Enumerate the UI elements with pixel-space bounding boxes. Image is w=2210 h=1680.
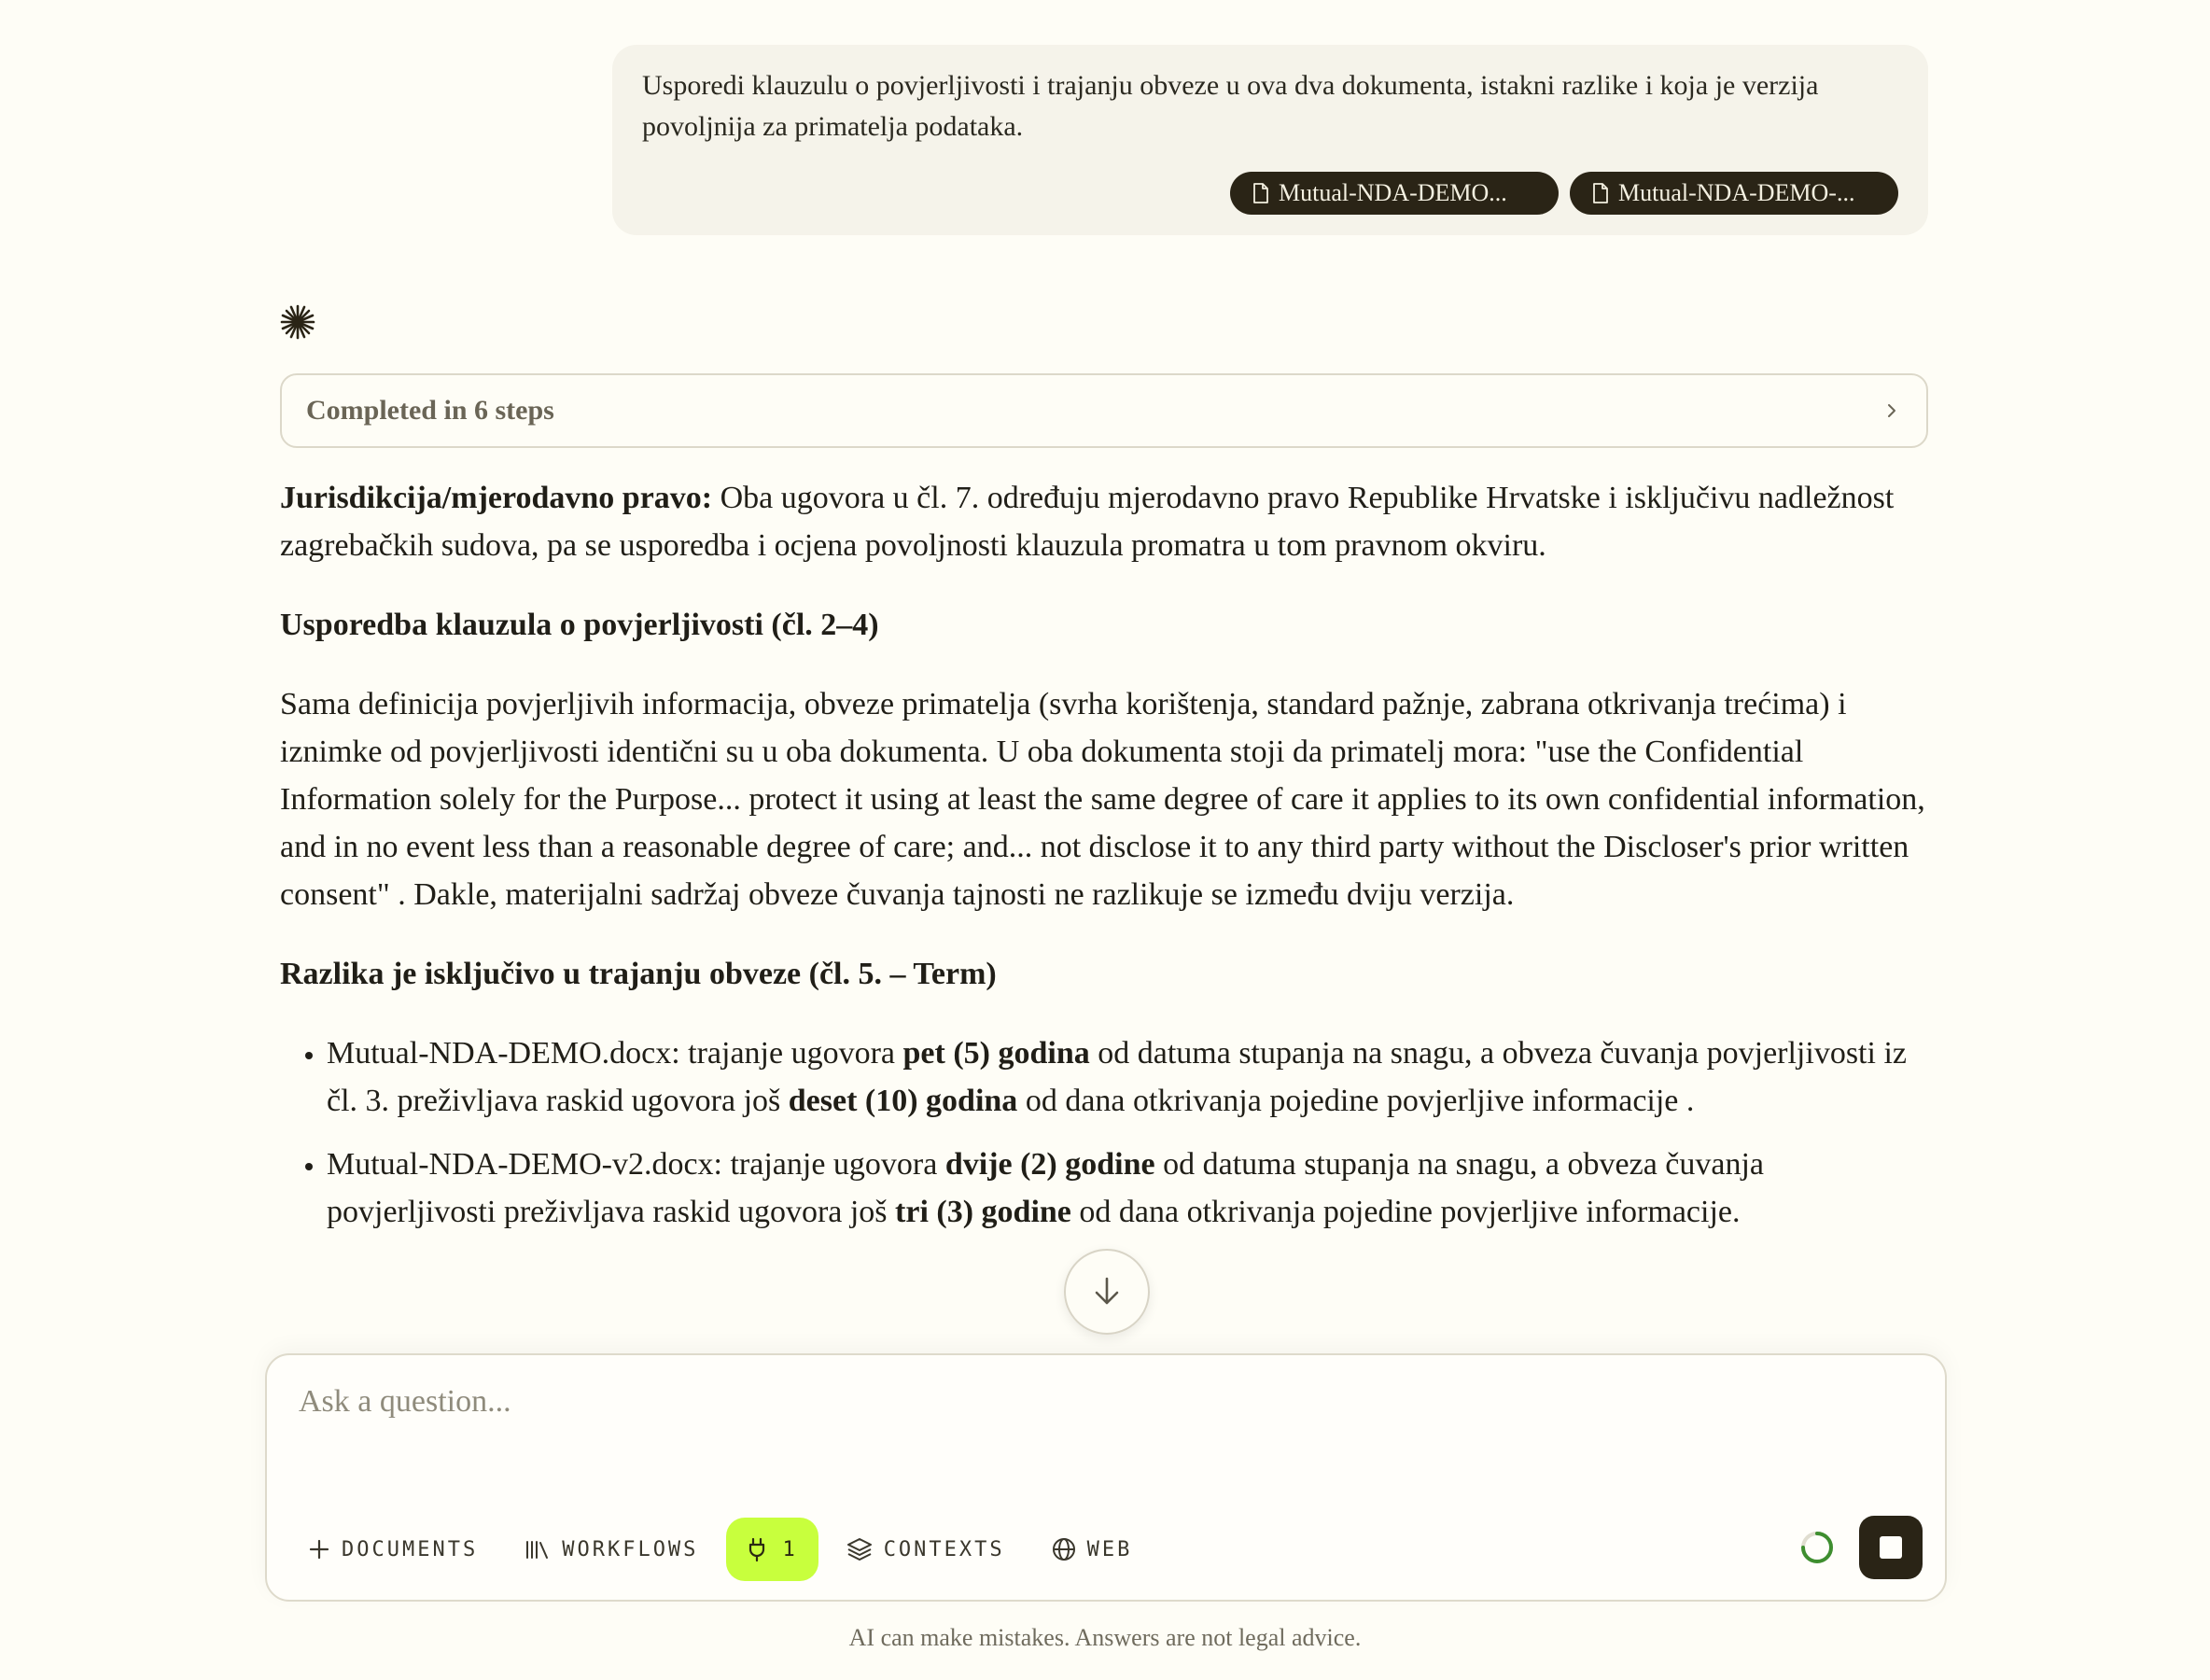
user-message xyxy=(612,45,1928,235)
bullet-text: Mutual-NDA-DEMO-v2.docx: trajanje ugovora xyxy=(327,1147,945,1182)
connectors-button[interactable] xyxy=(726,1518,818,1581)
loading-spinner-icon xyxy=(1799,1530,1835,1565)
web-label: WEB xyxy=(1086,1537,1133,1561)
bullet-bold: dvije (2) godine xyxy=(944,1147,1155,1182)
jurisdiction-label: Jurisdikcija/mjerodavno pravo: xyxy=(280,481,713,515)
contexts-button[interactable] xyxy=(828,1518,1024,1581)
list-item xyxy=(327,1141,1932,1236)
section-heading: Usporedba klauzula o povjerljivosti (čl. 2–4) xyxy=(280,608,879,642)
bullet-bold: pet (5) godina xyxy=(902,1036,1090,1071)
file-icon xyxy=(1252,183,1269,203)
file-icon xyxy=(1592,183,1609,203)
bullet-text: Mutual-NDA-DEMO.docx: trajanje ugovora xyxy=(327,1036,903,1071)
contexts-label: CONTEXTS xyxy=(883,1537,1005,1561)
bullet-bold: deset (10) godina xyxy=(788,1084,1018,1118)
term-list xyxy=(280,1029,1932,1236)
documents-label: DOCUMENTS xyxy=(342,1537,479,1561)
stop-button[interactable] xyxy=(1859,1516,1923,1579)
list-item xyxy=(327,1029,1932,1125)
attachment-chip[interactable] xyxy=(1570,172,1898,215)
plus-icon xyxy=(308,1538,330,1561)
steps-label: Completed in 6 steps xyxy=(306,395,554,426)
attachment-name: Mutual-NDA-DEMO-... xyxy=(1618,179,1855,206)
chevron-right-icon xyxy=(1881,400,1902,421)
user-message-text: Usporedi klauzulu o povjerljivosti i trajanju obveze u ova dva dokumenta, istakni razlike i koja je verzija povoljnija za primatelja podataka. xyxy=(642,70,1819,142)
bullet-text: od dana otkrivanja pojedine povjerljive informacije. xyxy=(1070,1195,1741,1229)
attachment-list xyxy=(1230,172,1898,215)
workflows-label: WORKFLOWS xyxy=(562,1537,699,1561)
stop-icon xyxy=(1880,1536,1902,1559)
workflows-button[interactable] xyxy=(506,1518,717,1581)
bullet-bold: tri (3) godine xyxy=(895,1195,1071,1229)
composer xyxy=(265,1353,1947,1602)
jurisdiction-text: Oba ugovora u čl. 7. određuju mjerodavno pravo Republike Hrvatske i isključivu nadležnost zagrebačkih sudova, pa se usporedba i ocjena povoljnosti klauzula promatra u tom pravnom okviru. xyxy=(280,481,1895,563)
documents-button[interactable] xyxy=(289,1518,497,1581)
bullet-text: od datuma stupanja na snagu, a obveza čuvanja povjerljivosti preživljava raskid ugovora još xyxy=(327,1147,1764,1229)
library-icon xyxy=(525,1538,551,1561)
confidentiality-paragraph: Sama definicija povjerljivih informacija, obveze primatelja (svrha korištenja, standard pažnje, zabrana otkrivanja trećima) i iznimke od povjerljivosti identični su u oba dokumenta. U oba dokumenta stoji da primatelj mora: "use the Confidential Information solely for the Purpose... protect it using at least the same degree of care it applies to its own confidential information, and in no event less than a reasonable degree of care; and... not disclose it to any third party without the Discloser's prior written consent" . Dakle, materijalni sadržaj obveze čuvanja tajnosti ne razlikuje se između dviju verzija. xyxy=(280,687,1925,912)
arrow-down-icon xyxy=(1088,1273,1126,1310)
bullet-text: od datuma stupanja na snagu, a obveza čuvanja povjerljivosti iz čl. 3. preživljava raskid ugovora još xyxy=(327,1036,1907,1118)
composer-right-controls xyxy=(1799,1516,1923,1579)
disclaimer: AI can make mistakes. Answers are not legal advice. xyxy=(848,1624,1362,1651)
bullet-text: od dana otkrivanja pojedine povjerljive informacije . xyxy=(1017,1084,1695,1118)
connectors-count: 1 xyxy=(782,1537,798,1561)
layers-icon xyxy=(846,1537,873,1561)
scroll-to-bottom-button[interactable] xyxy=(1064,1249,1150,1335)
steps-toggle[interactable] xyxy=(280,373,1928,448)
web-button[interactable] xyxy=(1033,1518,1152,1581)
sparkle-icon xyxy=(280,304,315,340)
section-heading: Razlika je isključivo u trajanju obveze (čl. 5. – Term) xyxy=(280,957,997,991)
jurisdiction-paragraph xyxy=(280,474,1932,569)
attachment-name: Mutual-NDA-DEMO... xyxy=(1279,179,1507,206)
composer-toolbar xyxy=(289,1518,1151,1581)
assistant-answer xyxy=(280,474,1932,1252)
question-input[interactable] xyxy=(297,1383,1887,1421)
globe-icon xyxy=(1052,1537,1076,1561)
attachment-chip[interactable] xyxy=(1230,172,1559,215)
plug-icon xyxy=(747,1537,767,1561)
